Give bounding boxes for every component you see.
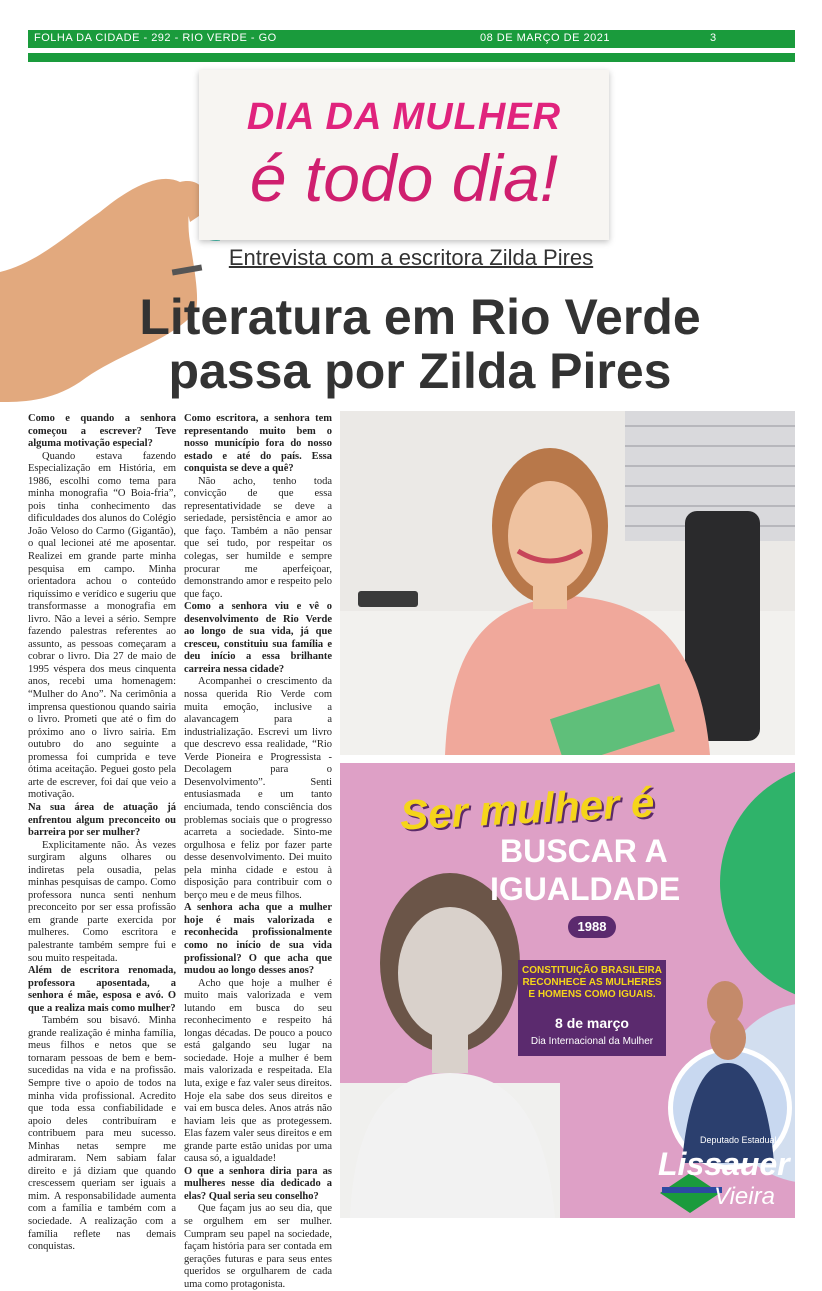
interview-question: Na sua área de atuação já enfrentou algum preconceito ou barreira por ser mulher? bbox=[28, 801, 176, 839]
header-divider bbox=[28, 53, 795, 62]
ad-title: Ser mulher é bbox=[398, 778, 656, 839]
interview-question: A senhora acha que a mulher hoje é mais valorizada e reconhecida profissionalmente como no início de sua vida profissional? O que acha que mudou ao longo desses anos? bbox=[184, 902, 332, 977]
advertisement bbox=[340, 763, 795, 1218]
interview-question: O que a senhora diria para as mulheres nesse dia dedicado a elas? Qual seria seu conselho? bbox=[184, 1165, 332, 1202]
ad-headline-line1: BUSCAR A bbox=[500, 833, 668, 869]
interview-answer: Acho que hoje a mulher é muito mais valorizada e vem lutando em busca do seu reconhecimento e respeito há longas décadas. De pouco a pouco está galgando seu lugar na sociedade. Hoje a mulher é bem mais valorizada e respeitada. Ela luta, exige e faz valer seus direitos. Hoje ela sabe dos seus direitos e vai em busca deles. Anos atrás não haviam leis que as protegessem. Elas fazem valer seus direitos e em grande parte estão unidas por uma causa só, a igualdade! bbox=[184, 977, 332, 1165]
interview-question: Além de escritora renomada, professora aposentada, a senhora é mãe, esposa e avó. O que a realiza mais como mulher? bbox=[28, 965, 176, 1014]
interview-answer: Quando estava fazendo Especialização em História, em 1986, escolhi como tema para minha monografia “O Boia-fria”, pois tinha conhecimento das dificuldades dos alunos do Colégio João Veloso do Carmo (Gigantão), o qual lecionei até me aposentar. Realizei em grande parte minha pesquisa em campo. Minha orientadora achou o conteúdo riquíssimo e verídico e sugeriu que transformasse a monografia em livro. Não a levei a sério. Sempre fazendo palestras referentes ao assunto, as pessoas começaram a cobrar o livro. Dia 27 de maio de 1995 véspera dos meus cinquenta anos, recebi uma homenagem: “Mulher do Ano”. Na cerimônia a imprensa questionou quando sairia o livro. Prometi que até o fim do próximo ano o livro sairia. Em outubro do ano seguinte a promessa foi cumprida e teve ótima aceitação. Peguei gosto pela arte de escrever, foi daí que veio a motivação. bbox=[28, 450, 176, 801]
ad-date-box bbox=[518, 1010, 666, 1056]
portrait-photo bbox=[340, 411, 795, 755]
ad-politician-role: Deputado Estadual bbox=[700, 1135, 777, 1145]
interview-answer: Explicitamente não. Às vezes surgiram alguns olhares ou indiretas pela ousadia, pelas minhas pesquisas de campo. Como professora nunca senti nenhum preconceito por ser essa profissão em grande parte exercida por mulheres. Como escritora e palestrante também sempre fui e sou muito respeitada. bbox=[28, 839, 176, 964]
header-date: 08 DE MARÇO DE 2021 bbox=[480, 32, 610, 44]
interview-subtitle: Entrevista com a escritora Zilda Pires bbox=[228, 245, 594, 270]
interview-answer: Acompanhei o crescimento da nossa querida Rio Verde com muita emoção, inclusive a alavancagem para a industrialização. Escrevi um livro que descrevo essa realidade, “Rio Verde Pioneira e Progressista - Decolagem para o Desenvolvimento”. Senti entusiasmada e um tanto enciumada, tendo consciência dos problemas sociais que o progresso acarreta a sociedade. Sinto-me orgulhosa e feliz por fazer parte desse desenvolvimento. Dei muito pela minha cidade e estou à disposição para contribuir com o berço meu e de meus filhos. bbox=[184, 676, 332, 901]
article-column-1 bbox=[28, 413, 176, 1254]
article-headline: Literatura em Rio Verde passa por Zilda Pires bbox=[139, 289, 701, 399]
card-title: DIA DA MULHER bbox=[246, 96, 562, 138]
ad-year-badge: 1988 bbox=[568, 916, 616, 938]
ad-constitution-box: CONSTITUIÇÃO BRASILEIRA RECONHECE AS MULHERES E HOMENS COMO IGUAIS. bbox=[518, 960, 666, 1010]
interview-question: Como escritora, a senhora tem representando muito bem o nosso município fora do nosso estado e até do país. Essa conquista se deve a quê? bbox=[184, 413, 332, 475]
hero-section bbox=[0, 62, 822, 402]
interview-answer: Que façam jus ao seu dia, que se orgulhem em ser mulher. Cumpram seu papel na sociedade, façam história para ser contada em gerações futuras e para seus entes queridos se orgulharem de cada uma como protagonista. bbox=[184, 1203, 332, 1290]
interview-question: Como a senhora viu e vê o desenvolvimento de Rio Verde ao longo de sua vida, já que cresceu, constituiu sua família e deu início a essa brilhante carreira nessa cidade? bbox=[184, 601, 332, 675]
ad-date: 8 de março bbox=[555, 1015, 629, 1031]
ad-politician-surname: Vieira bbox=[714, 1183, 775, 1210]
ad-day-name: Dia Internacional da Mulher bbox=[530, 1036, 654, 1047]
interview-answer: Também sou bisavó. Minha grande realização é minha família, meus filhos e netos que se tornaram pessoas de bem e bem-sucedidas na vida e na profissão. Sempre tive o apoio de todos na minha vida profissional. Acredito que toda essa confiabilidade e apoio deles contribuíram e contribuem para meu sucesso. Minhas netas sempre me admiraram. Nem sabiam falar direito e já diziam que quando crescessem queriam ser iguais a mim. A responsabilidade aumenta com a família e também com a sociedade. A realização com a família reflete nas demais conquistas. bbox=[28, 1015, 176, 1253]
interview-question: Como e quando a senhora começou a escrever? Teve alguma motivação especial? bbox=[28, 413, 176, 450]
article-column-2 bbox=[184, 413, 332, 1291]
hero-card bbox=[199, 70, 609, 240]
ad-politician-name: Lissauer bbox=[658, 1146, 790, 1182]
card-slogan: é todo dia! bbox=[249, 141, 559, 215]
header-bar bbox=[28, 30, 795, 48]
header-publication: FOLHA DA CIDADE - 292 - RIO VERDE - GO bbox=[34, 32, 277, 44]
ad-headline-line2: IGUALDADE bbox=[490, 871, 681, 907]
header-page-number: 3 bbox=[710, 32, 717, 44]
interview-answer: Não acho, tenho toda convicção de que essa representatividade se deve a seriedade, persistência e amor ao que faço. Também a não pensar que sei tudo, por respeitar os colegas, ser humilde e sempre procurar me aperfeiçoar, demonstrando amor e respeito pelo que faço. bbox=[184, 475, 332, 600]
